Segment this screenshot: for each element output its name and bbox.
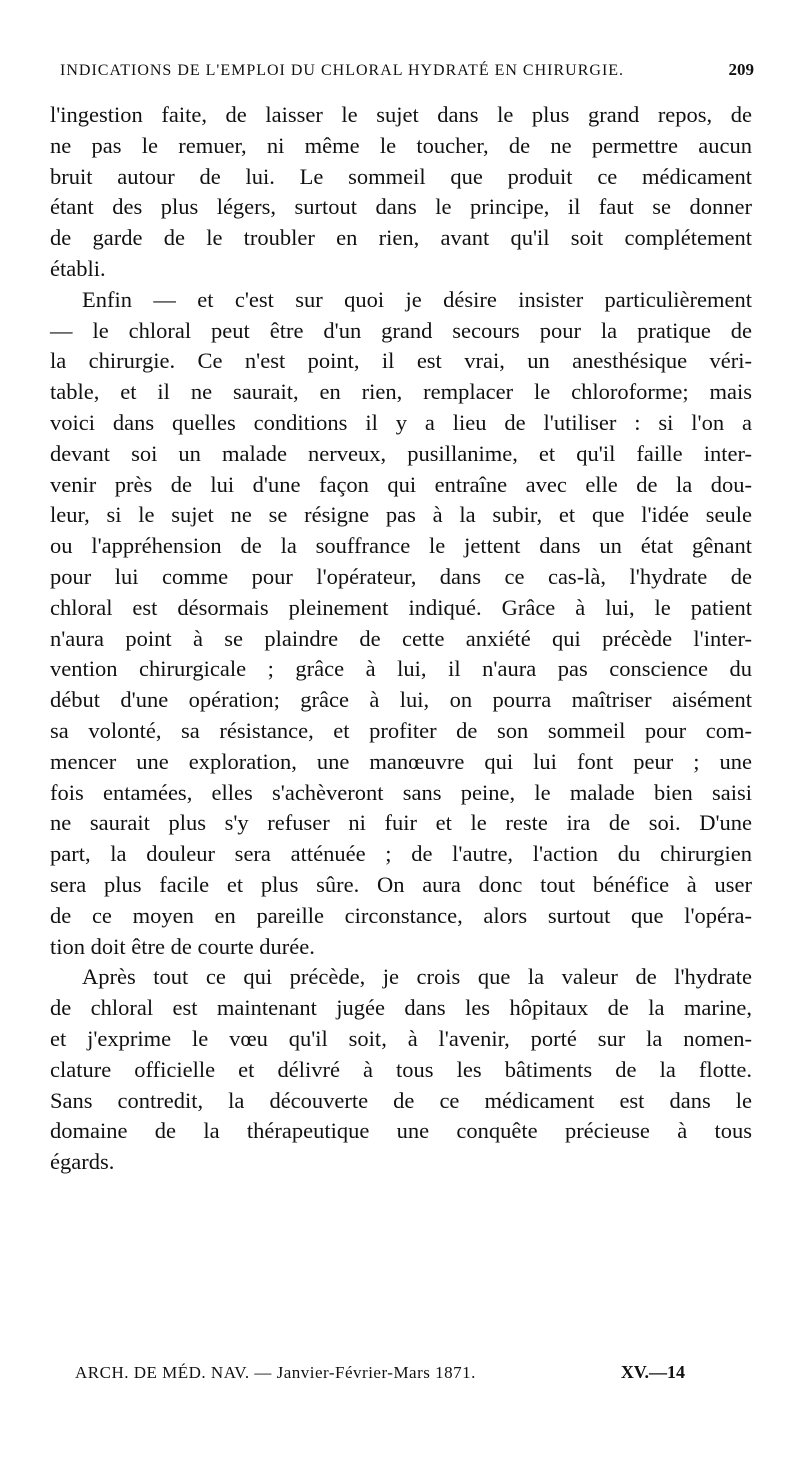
text-line: fois entamées, elles s'achèveront sans peine, le malade bien saisi [50,779,752,805]
text-line: égards. [50,1149,115,1175]
text-line: sera plus facile et plus sûre. On aura donc tout bénéfice à user [50,871,752,897]
text-line: de chloral est maintenant jugée dans les hôpitaux de la marine, [50,995,752,1021]
text-line: tion doit être de courte durée. [50,933,315,959]
text-line: Sans contredit, la découverte de ce médicament est dans le [50,1087,752,1113]
text-line: la chirurgie. Ce n'est point, il est vrai, un anesthésique véri- [50,348,752,374]
text-line: table, et il ne saurait, en rien, remplacer le chloroforme; mais [50,379,752,405]
text-line: Après tout ce qui précède, je crois que la valeur de l'hydrate [82,964,752,990]
paragraph-3 [50,962,752,1178]
text-line: de ce moyen en pareille circonstance, alors surtout que l'opéra- [50,902,752,928]
text-line: ne pas le remuer, ni même le toucher, de ne permettre aucun [50,132,752,158]
text-line: ne saurait plus s'y refuser ni fuir et le reste ira de soi. D'une [50,810,752,836]
text-line: n'aura point à se plaindre de cette anxiété qui précède l'inter- [50,625,752,651]
text-line: pour lui comme pour l'opérateur, dans ce cas-là, l'hydrate de [50,563,752,589]
text-line: clature officielle et délivré à tous les bâtiments de la flotte. [50,1056,752,1082]
text-line: devant soi un malade nerveux, pusillanime, et qu'il faille inter- [50,440,752,466]
text-line: chloral est désormais pleinement indiqué. Grâce à lui, le patient [50,594,752,620]
text-line: début d'une opération; grâce à lui, on pourra maîtriser aisément [50,687,752,713]
body-text [50,100,752,1178]
text-line: et j'exprime le vœu qu'il soit, à l'avenir, porté sur la nomen- [50,1025,752,1051]
text-line: de garde de le troubler en rien, avant qu'il soit complétement [50,225,752,251]
running-head [60,60,754,86]
text-line: mencer une exploration, une manœuvre qui lui font peur ; une [50,748,752,774]
text-line: venir près de lui d'une façon qui entraîne avec elle de la dou- [50,471,752,497]
text-line: bruit autour de lui. Le sommeil que produit ce médicament [50,163,752,189]
text-line: — le chloral peut être d'un grand secours pour la pratique de [50,317,752,343]
running-title: INDICATIONS DE L'EMPLOI DU CHLORAL HYDRATÉ EN CHIRURGIE. [60,62,625,79]
text-line: sa volonté, sa résistance, et profiter de son sommeil pour com- [50,717,752,743]
text-line: établi. [50,255,106,281]
text-line: l'ingestion faite, de laisser le sujet dans le plus grand repos, de [50,102,752,127]
journal-reference: ARCH. DE MÉD. NAV. — Janvier-Février-Mars 1871. [75,1363,476,1382]
paragraph-1 [50,100,752,285]
paragraph-2 [50,285,752,963]
text-line: Enfin — et c'est sur quoi je désire insister particulièrement [82,286,752,312]
text-line: ou l'appréhension de la souffrance le jettent dans un état gênant [50,533,752,559]
text-line: étant des plus légers, surtout dans le principe, il faut se donner [50,194,752,220]
page-number: 209 [728,60,754,79]
page-footer [75,1362,685,1392]
signature-mark: XV.—14 [620,1362,685,1382]
text-line: part, la douleur sera atténuée ; de l'autre, l'action du chirurgien [50,841,752,867]
text-line: voici dans quelles conditions il y a lieu de l'utiliser : si l'on a [50,409,752,435]
text-line: domaine de la thérapeutique une conquête précieuse à tous [50,1118,752,1144]
text-line: leur, si le sujet ne se résigne pas à la subir, et que l'idée seule [50,502,752,528]
text-line: vention chirurgicale ; grâce à lui, il n'aura pas conscience du [50,656,752,682]
